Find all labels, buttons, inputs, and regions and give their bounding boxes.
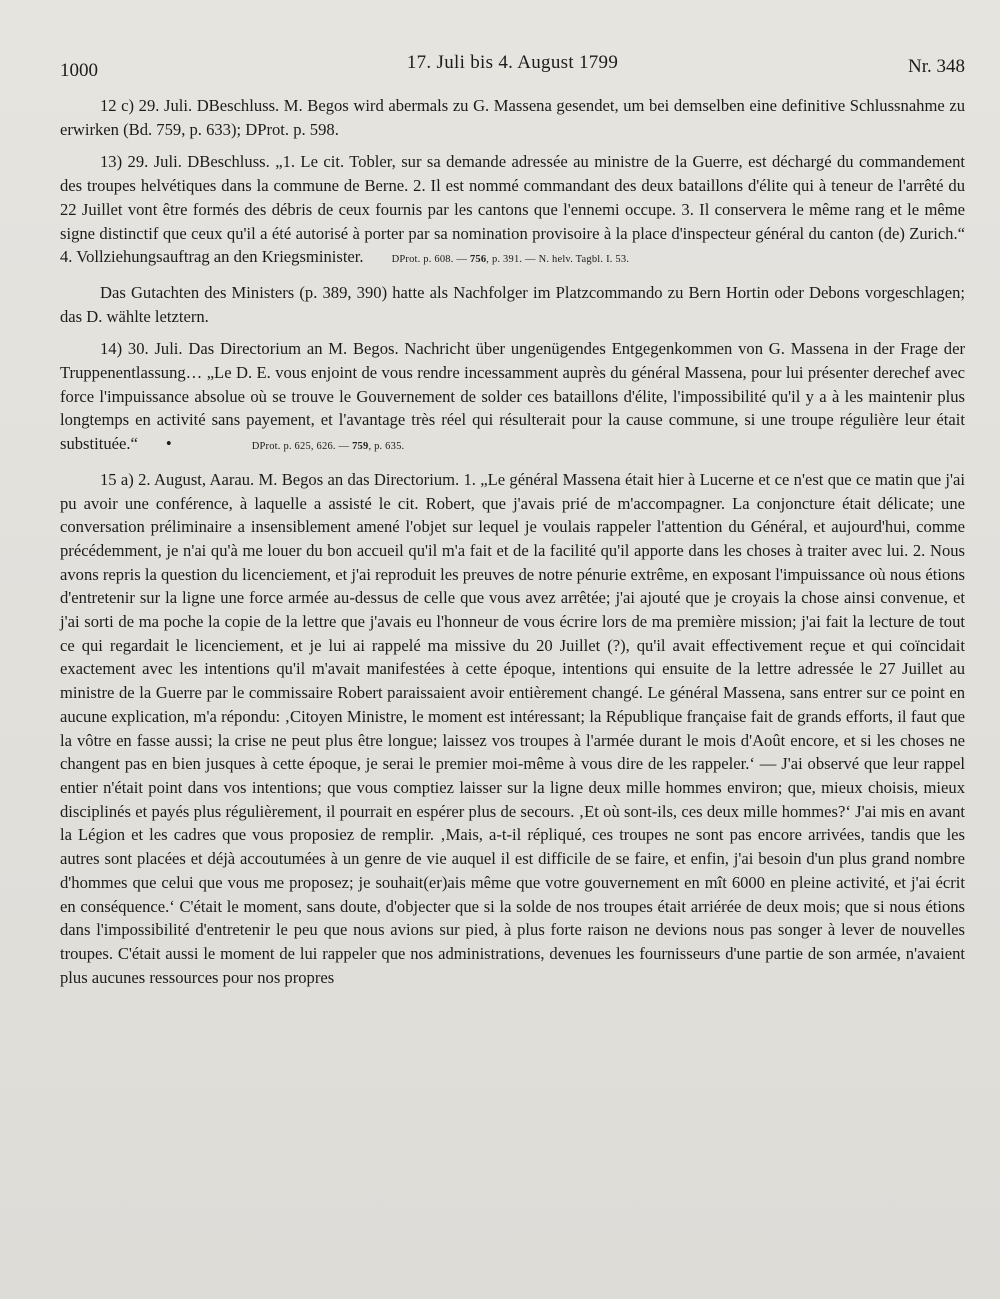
header-title: 17. Juli bis 4. August 1799 xyxy=(406,52,619,73)
running-header xyxy=(60,50,965,80)
entry-13-note: Das Gutachten des Ministers (p. 389, 390) hatte als Nachfolger im Platzcommando zu Bern Hortin oder Debons vorgeschlagen; das D. wählte letztern. xyxy=(60,282,965,326)
entry-12c: 12 c) 29. Juli. DBeschluss. M. Begos wird abermals zu G. Massena gesendet, um bei demselben eine definitive Schlussnahme zu erwirken (Bd. 759, p. 633); DProt. p. 598. xyxy=(60,96,965,139)
page-body xyxy=(60,94,965,998)
document-number: Nr. 348 xyxy=(908,56,965,77)
entry-15a: 15 a) 2. August, Aarau. M. Begos an das Directorium. 1. „Le général Massena était hier à Lucerne et ce n'est que ce matin que j'ai pu avoir une conférence, à laquelle a assisté le cit. Robert, que j'avais prié de m'accompagner. La conjoncture était délicate; une conversation préliminaire a insensiblement amené l'objet sur lequel je voulais rappeler l'attention du Général, et aujourd'hui, comme précédemment, je n'ai qu'à me louer du bon accueil qu'il m'a fait et de la facilité qu'il apporte dans les choses à traiter avec lui. 2. Nous avons repris la question du licenciement, et j'ai reproduit les preuves de notre pénurie extrême, en exposant l'impuissance où nous étions d'entretenir sur la ligne une force armée au-dessus de celle que vous avez arrêtée; j'ai ajouté que je croyais la chose ainsi convenue, et j'ai sorti de ma poche la copie de la lettre que j'avais eu l'honneur de vous écrire lors de ma première mission; j'ai fait la lecture de tout ce qui regardait le licenciement, et je lui ai rappelé ma missive du 20 Juillet (?), qu'il avait effectivement reçue et qui coïncidait exactement avec les intentions qu'il m'avait manifestées à cette époque, intentions qui ensuite de la lettre adressée le 27 Juillet au ministre de la Guerre par le commissaire Robert paraissaient avoir entièrement changé. Le général Massena, sans entrer sur ce point en aucune explication, m'a répondu: ‚Citoyen Ministre, le moment est intéressant; la République française fait de grands efforts, il faut que la vôtre en fasse aussi; la crise ne peut plus être longue; laissez vos troupes à l'armée durant le mois d'Août encore, et si les choses ne changent pas en bien jusques à cette époque, je serai le premier moi-même à vous dire de les rappeler.‘ — J'ai observé que leur rappel entier n'était point dans vos intentions; que vous comptiez laisser sur la ligne deux mille hommes environ; que, mieux choisis, mieux disciplinés et payés plus régulièrement, il pourrait en espérer plus de secours. ‚Et où sont-ils, ces deux mille hommes?‘ J'ai mis en avant la Légion et les cadres que vous proposiez de remplir. ‚Mais, a-t-il répliqué, ces troupes ne sont pas encore arrivées, tandis que les autres sont placées et déjà accoutumées à un genre de vie auquel il est difficile de se faire, et enfin, j'ai besoin d'un plus grand nombre d'hommes que celui que vous me proposez; je souhait(er)ais même que votre gouvernement en mît 6000 en pleine activité, et j'ai écrit en conséquence.‘ C'était le moment, sans doute, d'objecter que si la solde de nos troupes était arriérée de deux mois; que si nous étions dans l'impossibilité d'entretenir le peu que nous avions sur pied, à plus forte raison ne devions nous pas songer à lever de nouvelles troupes. C'était aussi le moment de lui rappeler que nos administrations, devenues les fournisseurs d'une partie de son armée, n'avaient plus aucunes ressources pour nos propres xyxy=(60,469,965,987)
page-number: 1000 xyxy=(60,60,98,81)
entry-13-reference: DProt. p. 608. — 756, p. 391. — N. helv. Tagbl. I. 53. xyxy=(391,254,630,266)
entry-14 xyxy=(60,337,965,459)
entry-14-reference: DProt. p. 625, 626. — 759, p. 635. xyxy=(251,441,405,453)
entry-13-text: 13) 29. Juli. DBeschluss. „1. Le cit. Tobler, sur sa demande adressée au ministre de la Guerre, est déchargé du commandement des troupes helvétiques dans la commune de Berne. 2. Il est nommé commandant des deux bataillons d'élite qui à teneur de l'arrêté du 22 Juillet vont être formés des débris de ceux fournis par les cantons que l'ennemi occupe. 3. Il conservera le même rang et le même signe distinctif que ceux qu'il a été autorisé à porter par sa nomination provisoire à la place d'inspecteur général du canton (de) Zurich.“ 4. Vollziehungsauftrag an den Kriegsminister. xyxy=(60,152,965,267)
entry-14-text: 14) 30. Juli. Das Directorium an M. Begos. Nachricht über ungenügendes Entgegenkommen von G. Massena in der Frage der Truppenentlassung… „Le D. E. vous enjoint de vous rendre incessamment auprès du général Massena, pour lui présenter derechef avec force l'impuissance absolue où se trouve le Gouvernement de solder ces bataillons d'élite, l'impossibilité qu'il y a à les maintenir plus longtemps en activité sans payement, et l'avantage très réel qui résulterait pour la cause commune, si une troupe régulière leur était substituée.“ xyxy=(60,339,965,454)
stray-mark: • xyxy=(165,434,172,454)
entry-13 xyxy=(60,150,965,272)
